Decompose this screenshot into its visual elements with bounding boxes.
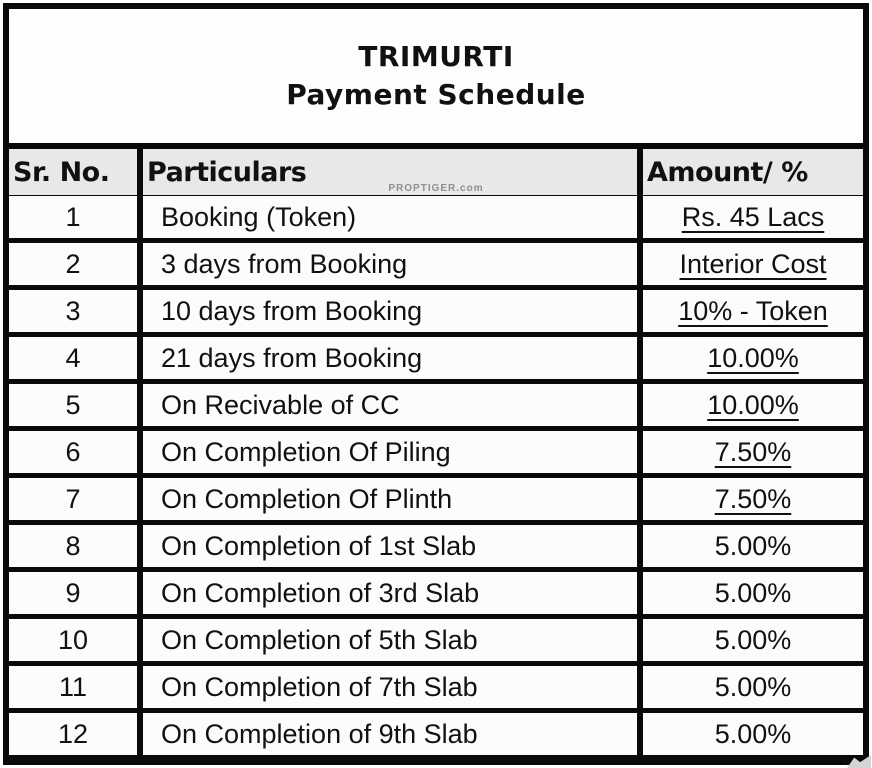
row-particulars-text: On Completion Of Piling <box>161 436 451 467</box>
row-particulars-text: On Completion of 9th Slab <box>161 718 478 749</box>
row-particulars <box>143 337 637 379</box>
row-sr-no <box>9 337 137 379</box>
row-particulars-text: On Recivable of CC <box>161 389 400 420</box>
payment-table <box>9 149 863 755</box>
row-sr-no-text: 2 <box>65 248 81 279</box>
row-sr-no <box>9 478 137 520</box>
row-particulars-text: 3 days from Booking <box>161 248 408 279</box>
row-sr-no-text: 5 <box>65 389 81 420</box>
column-header-particulars: Particulars <box>143 149 637 195</box>
row-particulars <box>143 572 637 614</box>
row-sr-no <box>9 713 137 755</box>
row-amount-text: 10.00% <box>707 389 799 420</box>
row-sr-no <box>9 290 137 332</box>
row-amount-text: 5.00% <box>714 671 792 702</box>
row-sr-no <box>9 431 137 473</box>
row-amount <box>643 290 863 332</box>
row-amount <box>643 431 863 473</box>
row-amount-text: 5.00% <box>714 624 792 655</box>
column-header-amount: Amount/ % <box>643 149 863 195</box>
row-particulars-text: On Completion of 7th Slab <box>161 671 478 702</box>
row-amount <box>643 243 863 285</box>
row-particulars <box>143 196 637 238</box>
row-sr-no <box>9 525 137 567</box>
row-amount <box>643 572 863 614</box>
row-particulars-text: On Completion of 3rd Slab <box>161 577 480 608</box>
row-particulars-text: Booking (Token) <box>161 201 357 232</box>
document-title <box>9 9 863 143</box>
row-sr-no-text: 12 <box>57 718 89 749</box>
row-sr-no-text: 10 <box>57 624 89 655</box>
row-sr-no <box>9 666 137 708</box>
row-sr-no <box>9 384 137 426</box>
row-amount-text: 5.00% <box>714 577 792 608</box>
row-sr-no-text: 3 <box>65 295 81 326</box>
row-particulars <box>143 431 637 473</box>
row-amount <box>643 337 863 379</box>
row-amount-text: 7.50% <box>714 483 792 514</box>
row-particulars <box>143 290 637 332</box>
row-particulars <box>143 713 637 755</box>
row-amount <box>643 478 863 520</box>
row-particulars <box>143 384 637 426</box>
row-particulars <box>143 525 637 567</box>
row-amount-text: Interior Cost <box>679 248 827 279</box>
row-sr-no-text: 6 <box>65 436 81 467</box>
row-amount <box>643 196 863 238</box>
row-amount <box>643 666 863 708</box>
row-amount-text: 5.00% <box>714 530 792 561</box>
row-particulars-text: On Completion of 5th Slab <box>161 624 478 655</box>
row-sr-no-text: 8 <box>65 530 81 561</box>
row-sr-no-text: 11 <box>58 671 88 702</box>
row-sr-no <box>9 572 137 614</box>
row-amount-text: 10% - Token <box>678 295 828 326</box>
row-sr-no <box>9 243 137 285</box>
row-sr-no-text: 9 <box>65 577 81 608</box>
document-frame <box>3 3 869 765</box>
title-schedule-label: Payment Schedule <box>286 78 586 111</box>
row-sr-no <box>9 619 137 661</box>
column-header-sr-no: Sr. No. <box>9 149 137 195</box>
row-amount-text: 7.50% <box>714 436 792 467</box>
row-sr-no-text: 1 <box>65 201 81 232</box>
row-sr-no <box>9 196 137 238</box>
row-particulars-text: 21 days from Booking <box>161 342 423 373</box>
row-particulars <box>143 666 637 708</box>
row-particulars <box>143 619 637 661</box>
row-sr-no-text: 4 <box>65 342 81 373</box>
row-amount <box>643 525 863 567</box>
row-amount-text: Rs. 45 Lacs <box>681 201 825 232</box>
row-particulars-text: On Completion of 1st Slab <box>161 530 477 561</box>
row-amount-text: 5.00% <box>714 718 792 749</box>
row-amount <box>643 384 863 426</box>
row-amount <box>643 619 863 661</box>
row-amount-text: 10.00% <box>707 342 799 373</box>
row-particulars-text: 10 days from Booking <box>161 295 423 326</box>
row-sr-no-text: 7 <box>65 483 81 514</box>
row-particulars-text: On Completion Of Plinth <box>161 483 453 514</box>
title-project-name: TRIMURTI <box>358 40 514 73</box>
row-amount <box>643 713 863 755</box>
row-particulars <box>143 478 637 520</box>
watermark-text: PROPTIGER.com <box>388 183 484 194</box>
row-particulars <box>143 243 637 285</box>
